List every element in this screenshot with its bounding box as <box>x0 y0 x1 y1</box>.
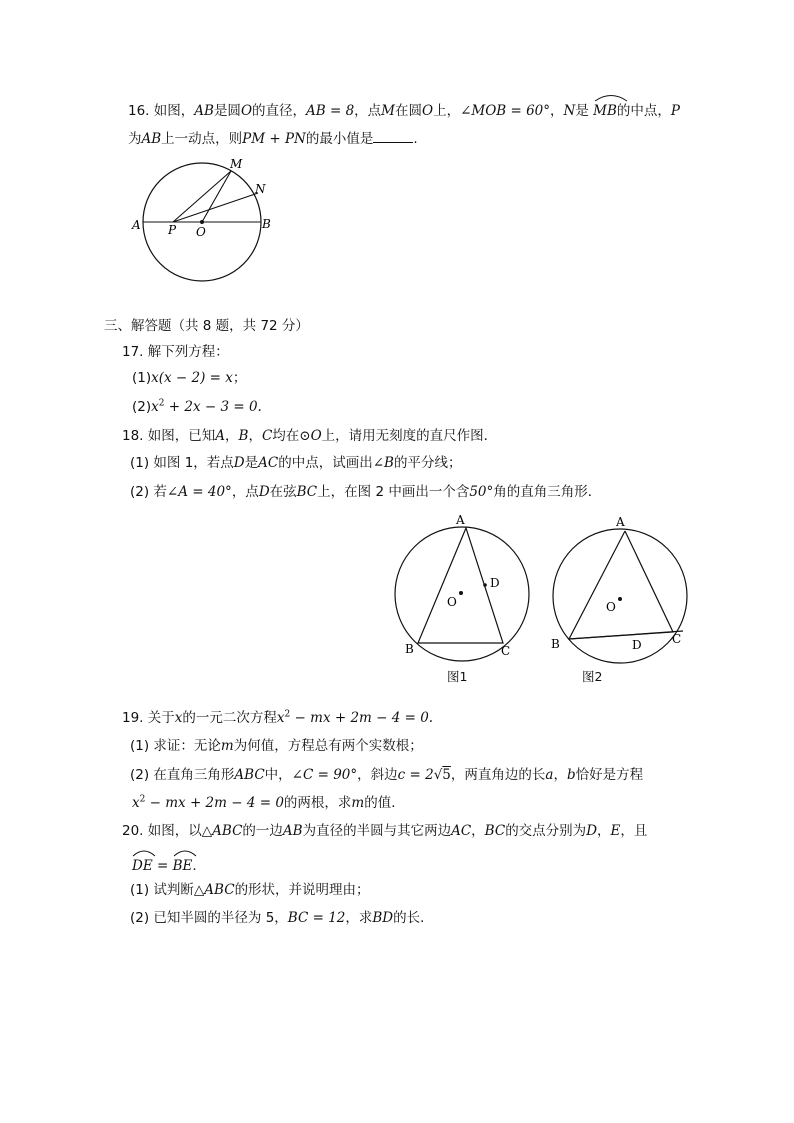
fig16-label-p: P <box>168 223 177 237</box>
q20-line-2: DE = BE. <box>132 853 197 876</box>
q20-part-1: (1) 试判断△ABC的形状，并说明理由； <box>130 882 370 898</box>
fig16-label-n: N <box>255 182 266 196</box>
fig1-label-a: A <box>456 513 465 527</box>
q16-figure <box>128 152 278 284</box>
q16-line-2: 为AB上一动点，则PM + PN的最小值是 . <box>128 131 418 147</box>
answer-blank <box>373 130 413 143</box>
q16-line-1: 16. 如图，AB是圆O的直径，AB = 8，点M在圆O上，∠MOB = 60°，N是 MB的中点，P <box>128 98 680 121</box>
fig1-label-o: O <box>447 595 457 609</box>
fig2-caption: 图2 <box>582 669 603 684</box>
q19-part-2: (2) 在直角三角形ABC中，∠C = 90°，斜边c = 2√5，两直角边的长a，b恰好是方程 <box>130 767 644 783</box>
q18-figure-2 <box>548 510 698 665</box>
fig2-label-a: A <box>616 515 625 529</box>
arc-be: BE <box>173 853 193 876</box>
fig2-label-d: D <box>632 638 642 652</box>
fig16-label-o: O <box>196 225 206 239</box>
q20-part-2: (2) 已知半圆的半径为 5，BC = 12，求BD的长． <box>130 910 434 926</box>
fig1-caption: 图1 <box>447 669 468 684</box>
fig1-label-b: B <box>405 642 414 656</box>
fig2-label-b: B <box>551 637 560 651</box>
q20-line-1: 20. 如图，以△ABC的一边AB为直径的半圆与其它两边AC，BC的交点分别为D，E，且 <box>122 823 648 839</box>
q18-figure-1 <box>390 510 540 665</box>
fig16-label-a: A <box>132 218 141 232</box>
q19-line-1: 19. 关于x的一元二次方程$x^2$ − mx + 2m − 4 = 0. <box>122 709 434 726</box>
q19-line-4: $x^2$ − mx + 2m − 4 = 0的两根，求m的值． <box>132 794 405 811</box>
fig1-label-d: D <box>490 576 500 590</box>
q19-part-1: (1) 求证：无论m为何值，方程总有两个实数根； <box>130 738 423 754</box>
q17-part-1: (1)x(x − 2) = x； <box>132 370 247 386</box>
q18-line-1: 18. 如图，已知A，B，C均在⊙O上，请用无刻度的直尺作图． <box>122 428 498 444</box>
q18-part-2: (2) 若∠A = 40°，点D在弦BC上，在图 2 中画出一个含50°角的直角三角形． <box>130 484 602 500</box>
arc-mb: MB <box>593 98 617 121</box>
fig2-label-o: O <box>606 600 616 614</box>
q18-part-1: (1) 如图 1，若点D是AC的中点，试画出∠B的平分线； <box>130 455 462 471</box>
q17-part-2: $(2)x^2 + 2x - 3 = 0$. <box>132 398 262 415</box>
fig16-label-m: M <box>230 157 243 171</box>
arc-de: DE <box>132 853 153 876</box>
fig16-label-b: B <box>262 217 271 231</box>
fig1-label-c: C <box>501 644 511 658</box>
section-heading: 三、解答题（共 8 题，共 72 分） <box>104 318 309 334</box>
fig2-label-c: C <box>672 632 682 646</box>
q17-title: 17. 解下列方程： <box>122 344 229 360</box>
